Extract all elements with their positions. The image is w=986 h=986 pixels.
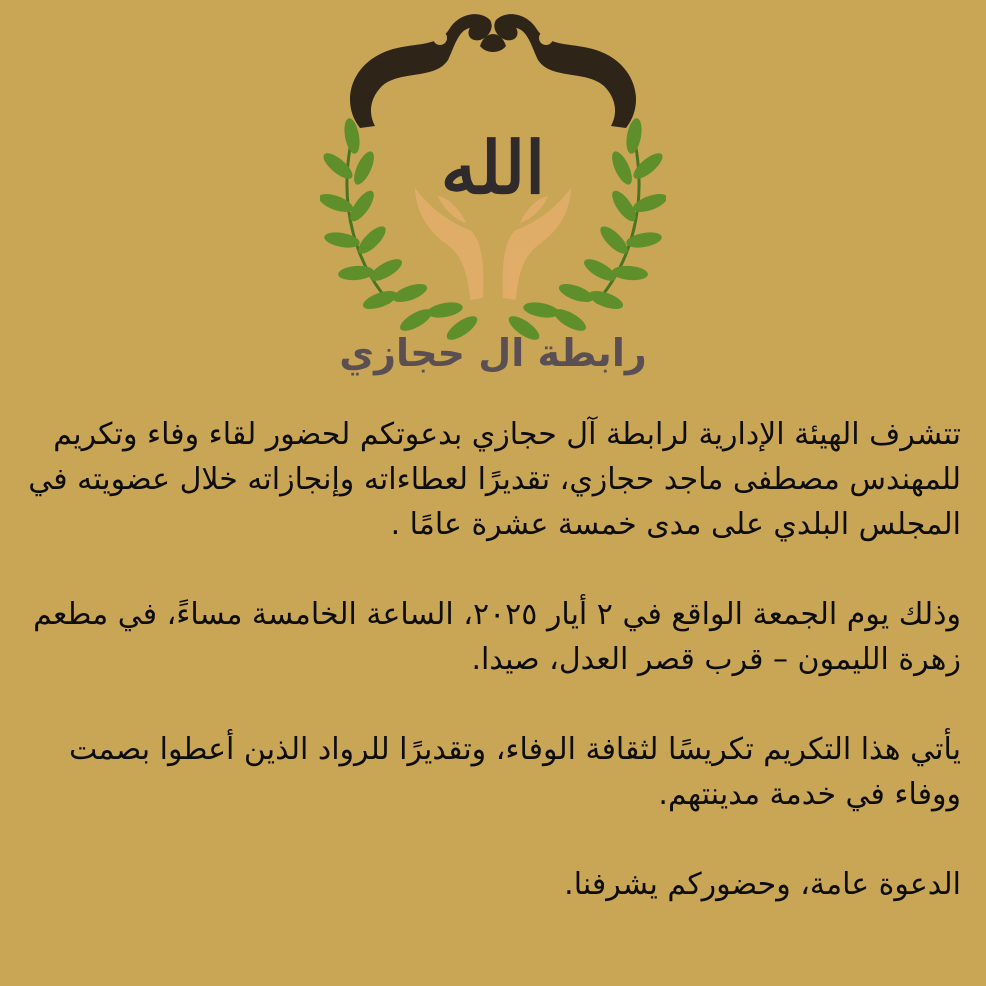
invitation-text [25, 412, 961, 907]
association-name: رابطة ال حجازي [339, 331, 647, 375]
association-emblem [320, 8, 666, 388]
emblem-graphic [320, 8, 666, 388]
ornament-crown-icon [350, 14, 636, 128]
event-details-paragraph: وذلك يوم الجمعة الواقع في ٢ أيار ٢٠٢٥، الساعة الخامسة مساءً، في مطعم زهرة الليمون – قرب قصر العدل، صيدا. [33, 597, 961, 677]
closing-paragraph: الدعوة عامة، وحضوركم يشرفنا. [564, 867, 961, 902]
purpose-paragraph: يأتي هذا التكريم تكريسًا لثقافة الوفاء، وتقديرًا للرواد الذين أعطوا بصمت ووفاء في خدمة مدينتهم. [68, 732, 961, 812]
invitation-paragraph: تتشرف الهيئة الإدارية لرابطة آل حجازي بدعوتكم لحضور لقاء وفاء وتكريم للمهندس مصطفى ماجد حجازي، تقديرًا لعطاءاته وإنجازاته خلال عضويته في المجلس البلدي على مدى خمسة عشرة عامًا . [28, 417, 961, 542]
calligraphy-text: الله [440, 125, 546, 210]
